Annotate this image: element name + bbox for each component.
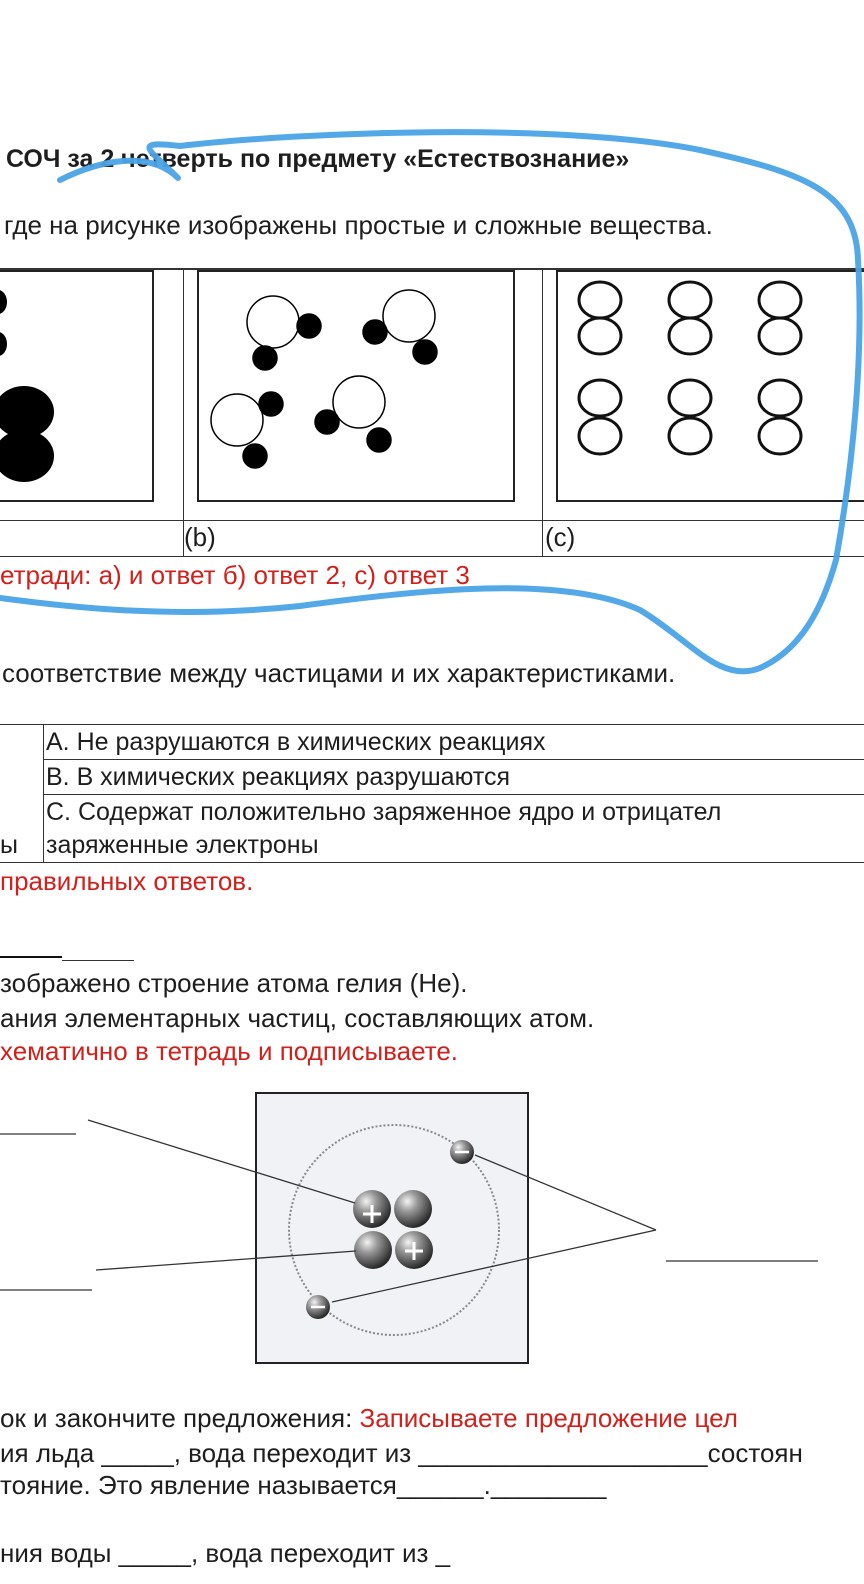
table1-divider-1 <box>183 268 184 556</box>
picture-b-molecules <box>197 270 517 500</box>
task3-line-2: ания элементарных частиц, составляющих атом. <box>0 1003 595 1033</box>
task1-answer-note: етради: а) и ответ б) ответ 2, с) ответ 3 <box>0 560 470 590</box>
task3-underline-thin <box>62 960 134 961</box>
task4-instruction-note: Записываете предложение цел <box>359 1403 738 1433</box>
task2-option-a: А. Не разрушаются в химических реакциях <box>46 728 546 756</box>
task1-prompt: где на рисунке изображены простые и сложные вещества. <box>4 210 713 240</box>
picture-b-label: (b) <box>184 522 216 552</box>
task4-line-3: тояние. Это явление называется______.________ <box>0 1470 607 1500</box>
page-title: СОЧ за 2 четверть по предмету «Естествознание» <box>6 145 630 173</box>
picture-c-molecules <box>556 270 856 500</box>
picture-c-label: (c) <box>545 522 576 552</box>
task4-instruction: ок и закончите предложения: <box>0 1403 360 1433</box>
task2-option-b: В. В химических реакциях разрушаются <box>46 763 510 791</box>
table1-divider-2 <box>542 268 543 556</box>
task3-line-1: зображено строение атома гелия (He). <box>0 968 468 998</box>
table1-bottom-border <box>0 556 864 557</box>
task2-left-fragment: ы <box>0 831 18 859</box>
task3-underline-thick <box>0 956 62 958</box>
helium-atom-diagram <box>0 1080 864 1420</box>
task4-line-4: ния воды _____, вода переходит из _ <box>0 1538 451 1568</box>
task2-note: правильных ответов. <box>0 866 254 896</box>
table2-bottom-border <box>0 862 864 863</box>
table2-divider <box>43 724 44 862</box>
task2-option-c: С. Содержат положительно заряженное ядро и отрицател <box>46 798 722 826</box>
task4-line-1 <box>0 1403 738 1433</box>
table2-row2-border <box>43 794 864 795</box>
task4-line-2: ия льда _____, вода переходит из ____________________состоян <box>0 1438 803 1468</box>
task2-prompt: соответствие между частицами и их характеристиками. <box>2 658 676 688</box>
table1-row-border <box>0 520 864 521</box>
task3-note: хематично в тетрадь и подписываете. <box>0 1036 459 1066</box>
picture-a-molecules <box>0 270 160 500</box>
task2-option-c-continued: заряженные электроны <box>46 831 319 859</box>
table2-top-border <box>0 724 864 725</box>
table2-row1-border <box>43 759 864 760</box>
